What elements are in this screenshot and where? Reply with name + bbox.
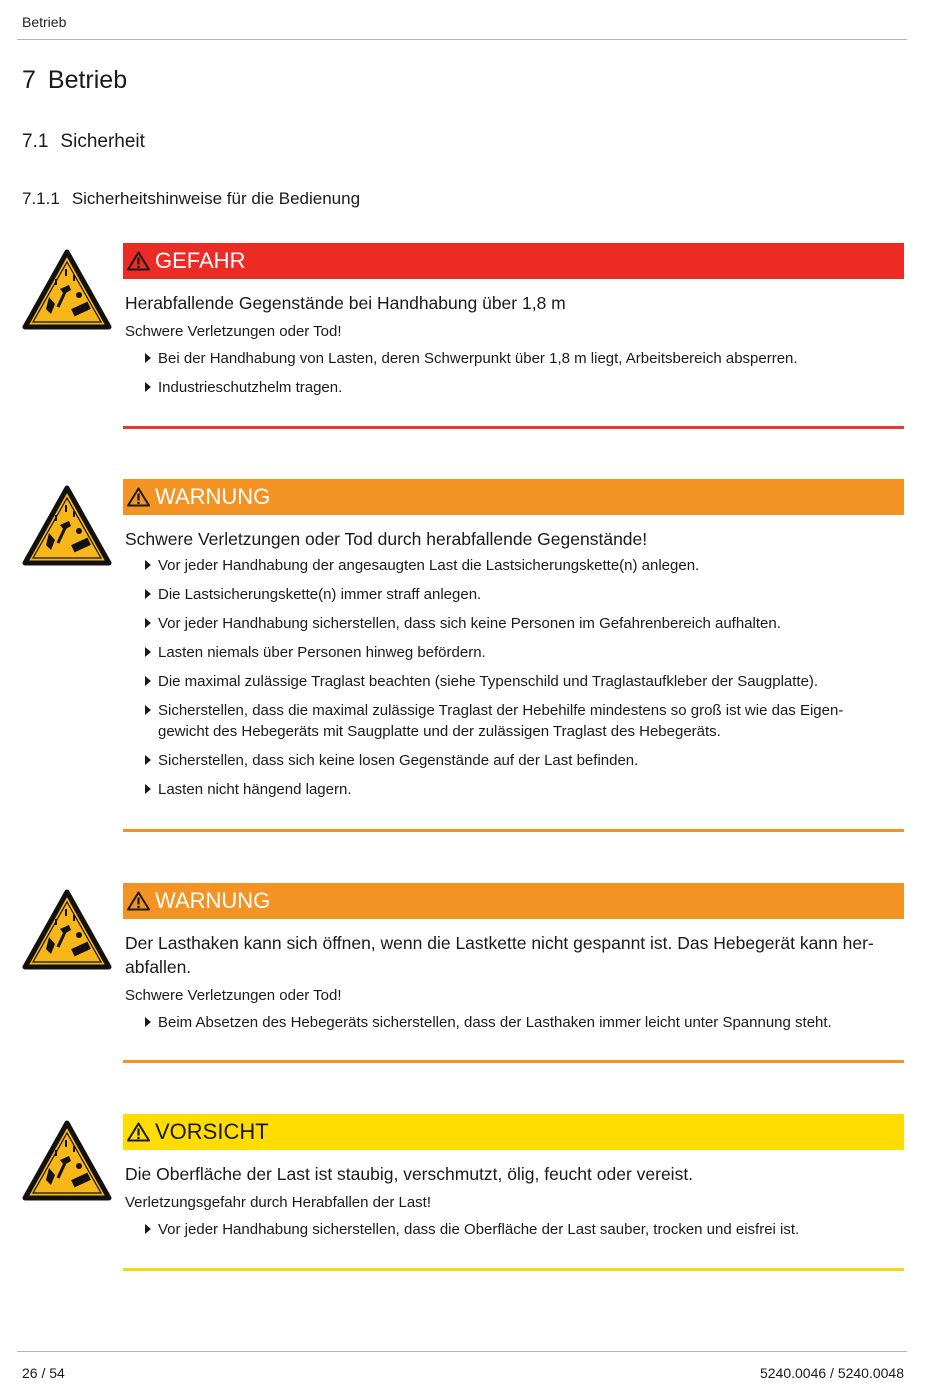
warning-triangle-icon xyxy=(127,251,150,271)
falling-objects-warning-icon xyxy=(22,249,112,331)
action-list xyxy=(123,555,904,800)
bullet-arrow-icon xyxy=(145,705,151,715)
chapter-number: 7 xyxy=(22,66,36,94)
action-list xyxy=(123,1012,904,1033)
action-item: Sicherstellen, dass die maximal zulässige Traglast der Hebehilfe mindestens so groß ist wie das Eigen-gewicht des Hebegeräts mit Saugplatte und der zulässigen Traglast des Hebegeräts. xyxy=(145,700,904,742)
subsection-title: Sicherheitshinweise für die Bedienung xyxy=(71,189,361,208)
falling-objects-warning-icon xyxy=(22,1120,112,1202)
hazard-consequence: Schwere Verletzungen oder Tod! xyxy=(125,323,342,340)
action-item: Industrieschutzhelm tragen. xyxy=(145,377,904,398)
action-list xyxy=(123,1219,904,1240)
action-item: Vor jeder Handhabung sicherstellen, dass die Oberfläche der Last sauber, trocken und eisfrei ist. xyxy=(145,1219,904,1240)
action-item: Vor jeder Handhabung sicherstellen, dass sich keine Personen im Gefahrenbereich aufhalten. xyxy=(145,613,904,634)
notice-bottom-rule xyxy=(123,1268,904,1271)
signal-word: WARNUNG xyxy=(155,888,271,913)
bullet-arrow-icon xyxy=(145,1224,151,1234)
action-item: Lasten niemals über Personen hinweg befördern. xyxy=(145,642,904,663)
signal-bar-danger xyxy=(123,243,904,279)
signal-bar-warning xyxy=(123,479,904,515)
warning-triangle-icon xyxy=(127,1122,150,1142)
hazard-title: Herabfallende Gegenstände bei Handhabung über 1,8 m xyxy=(125,293,566,313)
notice-bottom-rule xyxy=(123,1060,904,1063)
falling-objects-warning-icon xyxy=(22,485,112,567)
falling-objects-warning-icon xyxy=(22,889,112,971)
hazard-title: Der Lasthaken kann sich öffnen, wenn die Lastkette nicht gespannt ist. Das Hebegerät kann her-abfallen. xyxy=(125,933,874,977)
page-number: 26 / 54 xyxy=(22,1365,65,1381)
bullet-arrow-icon xyxy=(145,353,151,363)
signal-bar-warning xyxy=(123,883,904,919)
warning-triangle-icon xyxy=(127,891,150,911)
action-item: Sicherstellen, dass sich keine losen Gegenstände auf der Last befinden. xyxy=(145,750,904,771)
hazard-title: Schwere Verletzungen oder Tod durch herabfallende Gegenstände! xyxy=(125,529,648,549)
signal-word: VORSICHT xyxy=(155,1119,269,1144)
bullet-arrow-icon xyxy=(145,1017,151,1027)
warning-notice xyxy=(22,883,904,1068)
action-item: Vor jeder Handhabung der angesaugten Last die Lastsicherungskette(n) anlegen. xyxy=(145,555,904,576)
header-divider xyxy=(17,39,907,40)
chapter-title: Betrieb xyxy=(47,66,128,94)
signal-word: GEFAHR xyxy=(155,248,246,273)
footer-divider xyxy=(17,1351,907,1352)
document-number: 5240.0046 / 5240.0048 xyxy=(759,1365,904,1381)
bullet-arrow-icon xyxy=(145,647,151,657)
bullet-arrow-icon xyxy=(145,382,151,392)
bullet-arrow-icon xyxy=(145,560,151,570)
running-header: Betrieb xyxy=(22,14,67,30)
bullet-arrow-icon xyxy=(145,784,151,794)
hazard-title: Die Oberfläche der Last ist staubig, verschmutzt, ölig, feucht oder vereist. xyxy=(125,1164,694,1184)
section-heading xyxy=(22,131,145,153)
action-item: Die maximal zulässige Traglast beachten (siehe Typenschild und Traglastaufkleber der Saugplatte). xyxy=(145,671,904,692)
bullet-arrow-icon xyxy=(145,589,151,599)
bullet-arrow-icon xyxy=(145,676,151,686)
bullet-arrow-icon xyxy=(145,618,151,628)
bullet-arrow-icon xyxy=(145,755,151,765)
notice-bottom-rule xyxy=(123,829,904,832)
action-list xyxy=(123,348,904,398)
warning-notice xyxy=(22,479,904,839)
signal-bar-caution xyxy=(123,1114,904,1150)
subsection-number: 7.1.1 xyxy=(22,189,60,208)
hazard-consequence: Verletzungsgefahr durch Herabfallen der Last! xyxy=(125,1194,432,1211)
action-item: Bei der Handhabung von Lasten, deren Schwerpunkt über 1,8 m liegt, Arbeitsbereich absperren. xyxy=(145,348,904,369)
section-number: 7.1 xyxy=(22,131,49,152)
warning-triangle-icon xyxy=(127,487,150,507)
notice-bottom-rule xyxy=(123,426,904,429)
action-item: Die Lastsicherungskette(n) immer straff anlegen. xyxy=(145,584,904,605)
subsection-heading xyxy=(22,189,360,209)
chapter-heading xyxy=(22,66,127,95)
caution-notice xyxy=(22,1114,904,1279)
danger-notice xyxy=(22,243,904,433)
action-item: Lasten nicht hängend lagern. xyxy=(145,779,904,800)
signal-word: WARNUNG xyxy=(155,484,271,509)
action-item: Beim Absetzen des Hebegeräts sicherstellen, dass der Lasthaken immer leicht unter Spannung steht. xyxy=(145,1012,904,1033)
hazard-consequence: Schwere Verletzungen oder Tod! xyxy=(125,987,342,1004)
section-title: Sicherheit xyxy=(60,131,145,152)
